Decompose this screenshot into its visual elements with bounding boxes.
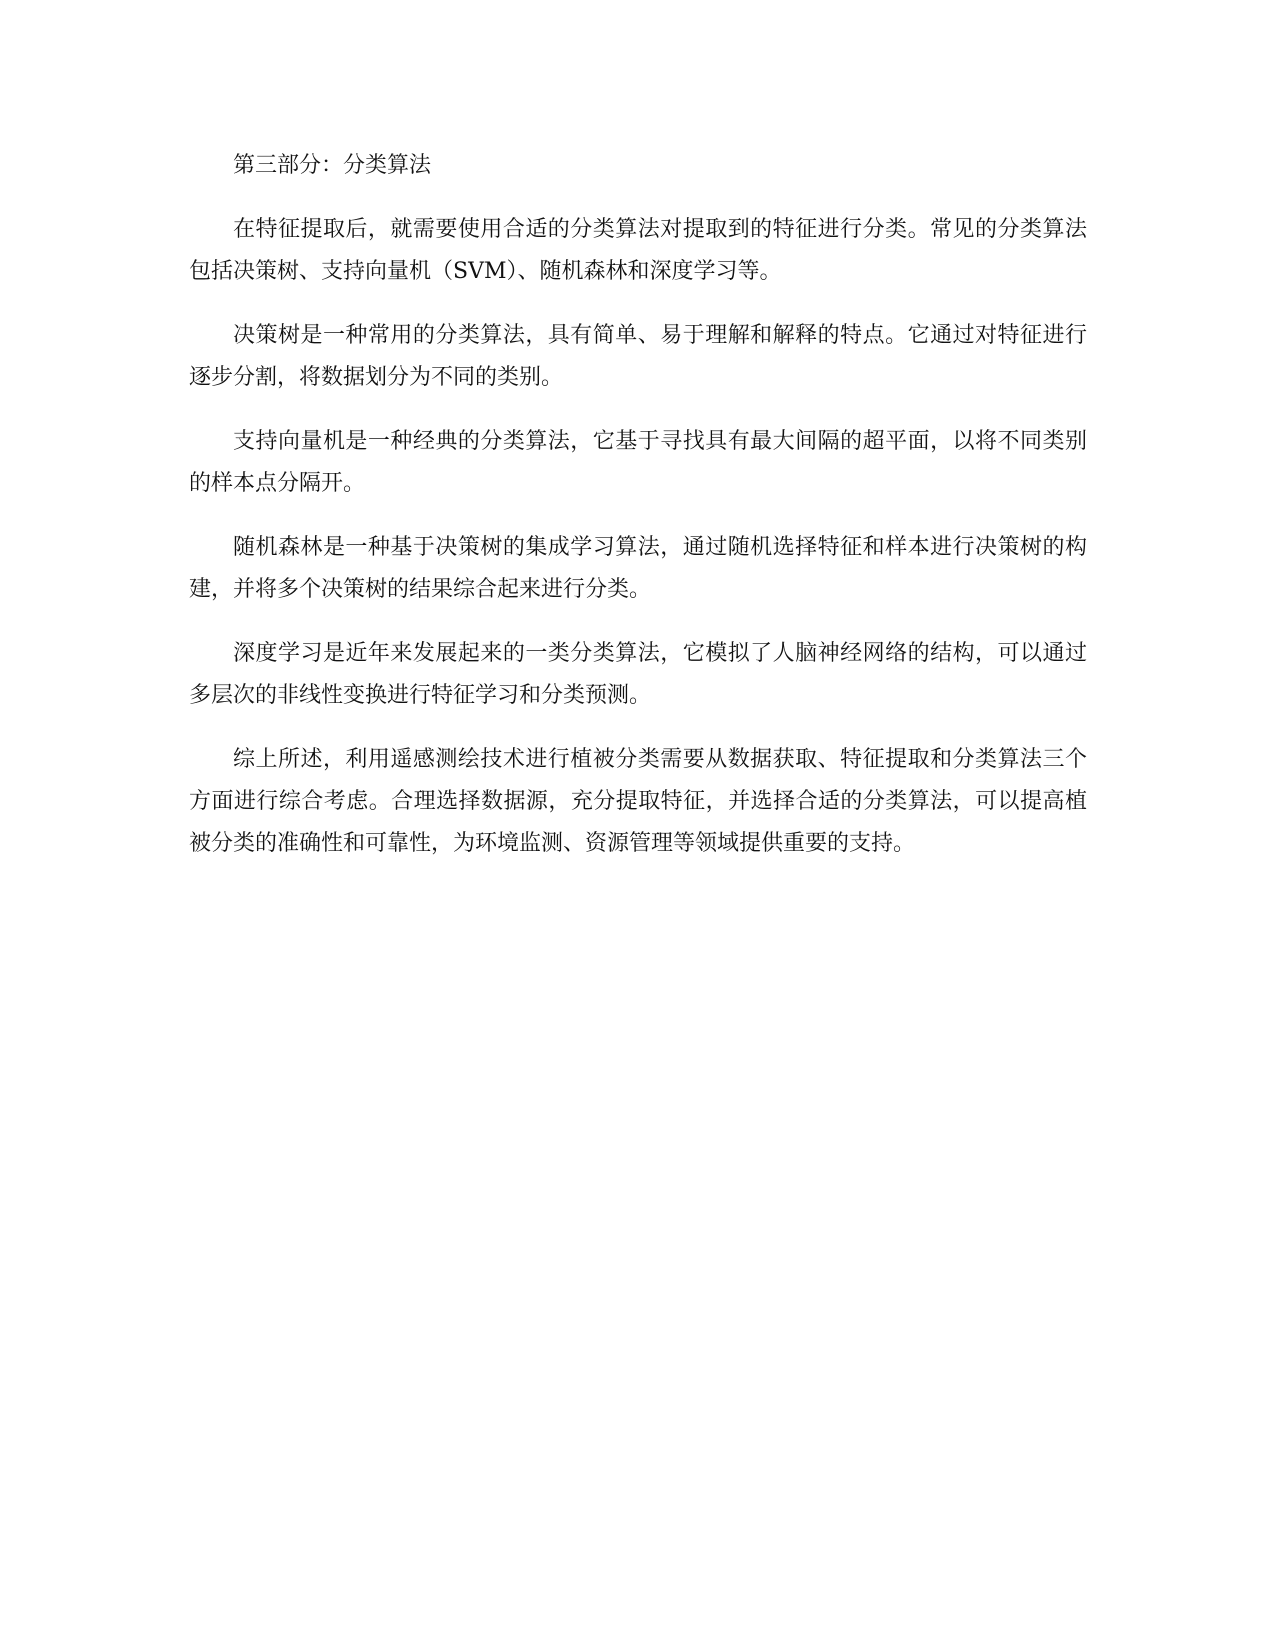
section-heading: 第三部分：分类算法	[233, 153, 432, 178]
paragraph-svm: 支持向量机是一种经典的分类算法，它基于寻找具有最大间隔的超平面，以将不同类别的样本点分隔开。	[189, 429, 1087, 496]
paragraph-deep-learning: 深度学习是近年来发展起来的一类分类算法，它模拟了人脑神经网络的结构，可以通过多层次的非线性变换进行特征学习和分类预测。	[189, 641, 1087, 708]
paragraph-summary: 综上所述，利用遥感测绘技术进行植被分类需要从数据获取、特征提取和分类算法三个方面进行综合考虑。合理选择数据源，充分提取特征，并选择合适的分类算法，可以提高植被分类的准确性和可靠性，为环境监测、资源管理等领域提供重要的支持。	[189, 747, 1087, 856]
paragraph-random-forest: 随机森林是一种基于决策树的集成学习算法，通过随机选择特征和样本进行决策树的构建，并将多个决策树的结果综合起来进行分类。	[189, 535, 1087, 602]
document-body	[189, 145, 1087, 887]
paragraph-decision-tree: 决策树是一种常用的分类算法，具有简单、易于理解和解释的特点。它通过对特征进行逐步分割，将数据划分为不同的类别。	[189, 323, 1087, 390]
paragraph-feature-classification: 在特征提取后，就需要使用合适的分类算法对提取到的特征进行分类。常见的分类算法包括决策树、支持向量机（SVM）、随机森林和深度学习等。	[189, 217, 1087, 284]
